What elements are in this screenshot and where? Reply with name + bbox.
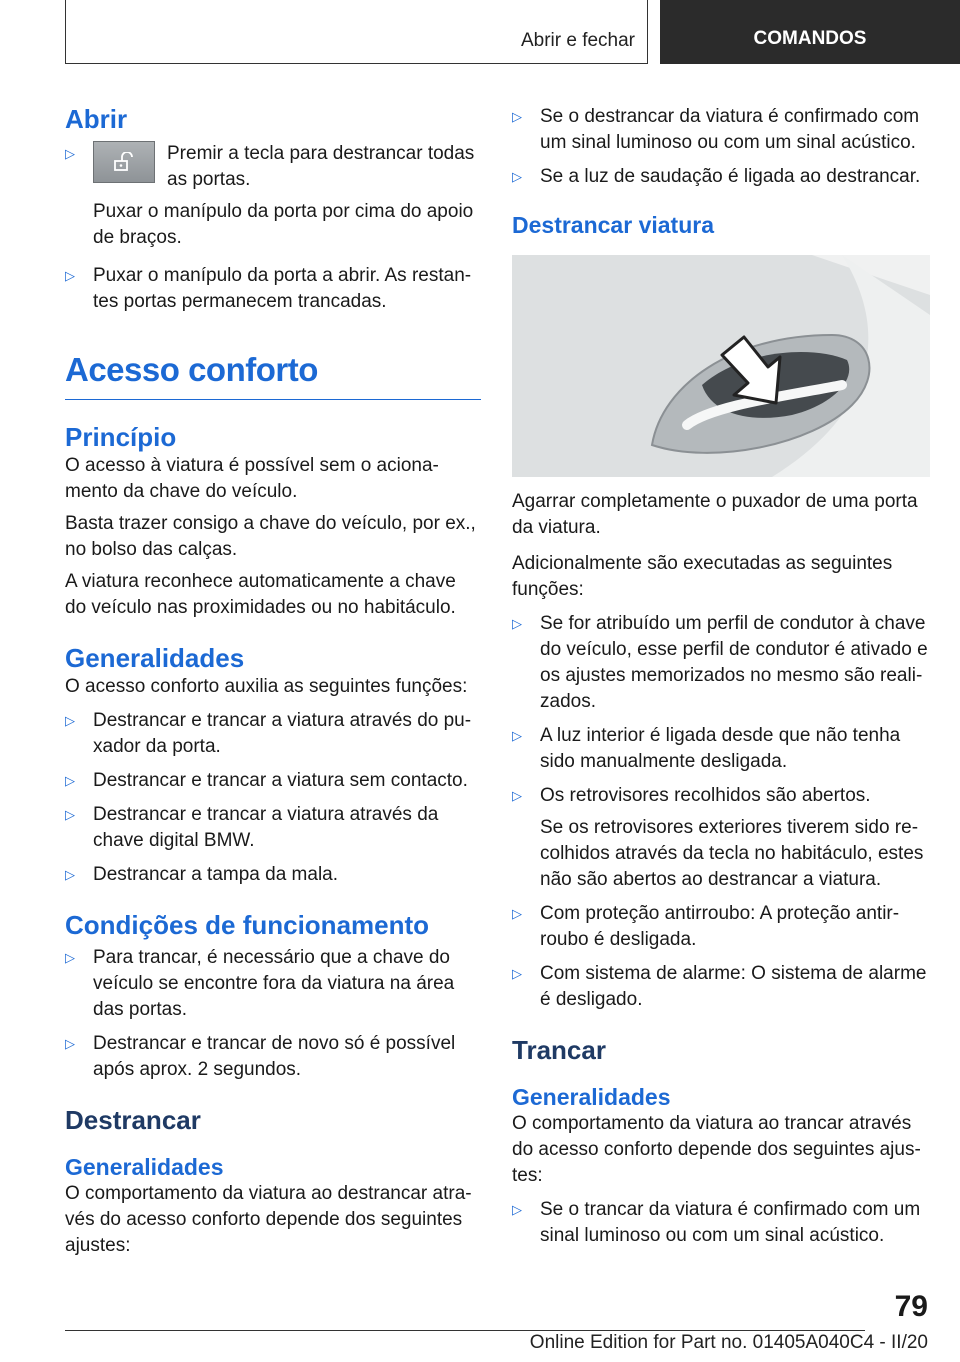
page-number: 79 — [894, 1290, 928, 1323]
list-item-text: Se for atribuído um perfil de condutor à chave do veículo, esse perfil de condutor é ativado e os ajustes memorizados no mesmo são realizados. — [540, 613, 928, 712]
list-item — [512, 961, 930, 1013]
paragraph: O comportamento da viatura ao trancar através do acesso conforto depende dos seguintes ajustes: — [512, 1113, 921, 1186]
bullet-triangle-icon: ▷ — [512, 728, 522, 743]
list-item — [512, 104, 930, 156]
list-item-text: Se a luz de saudação é ligada ao destrancar. — [540, 166, 921, 187]
paragraph: Basta trazer consigo a chave do veículo, por ex., no bolso das calças. — [65, 513, 476, 560]
bullet-triangle-icon: ▷ — [65, 146, 75, 161]
paragraph: O acesso conforto auxilia as seguintes funções: — [65, 676, 468, 697]
list-item-text: Com sistema de alarme: O sistema de alarme é desligado. — [540, 963, 927, 1010]
list-item — [512, 1197, 930, 1249]
paragraph: Adicionalmente são executadas as seguintes funções: — [512, 553, 893, 600]
bullet-triangle-icon: ▷ — [512, 966, 522, 981]
condicoes-list — [65, 945, 481, 1083]
footer-divider — [65, 1330, 865, 1331]
door-handle-illustration — [512, 255, 930, 477]
list-item-text: Destrancar e trancar a viatura através da chave digital BMW. — [93, 804, 439, 851]
list-item — [65, 862, 481, 888]
list-item — [512, 723, 930, 775]
list-item — [65, 141, 481, 251]
abrir-subtext: Puxar o manípulo da porta por cima do apoio de braços. — [93, 201, 474, 248]
abrir-list — [65, 141, 481, 315]
heading-destrancar: Destrancar — [65, 1105, 201, 1135]
list-item-text: Destrancar e trancar a viatura sem contacto. — [93, 770, 468, 791]
heading-acesso-conforto: Acesso conforto — [65, 351, 481, 400]
bullet-triangle-icon: ▷ — [512, 788, 522, 803]
heading-destrancar-generalidades: Generalidades — [65, 1154, 224, 1180]
bullet-triangle-icon: ▷ — [65, 807, 75, 822]
list-item — [65, 945, 481, 1023]
functions-list — [512, 611, 930, 1013]
unlock-key-button-icon — [93, 141, 155, 183]
left-column — [65, 96, 481, 1259]
heading-condicoes: Condições de funcionamento — [65, 910, 430, 940]
header-section-title: Abrir e fechar — [520, 30, 635, 51]
header-chapter-tab: COMANDOS — [660, 0, 960, 64]
bullet-triangle-icon: ▷ — [512, 616, 522, 631]
list-item-text: Destrancar e trancar a viatura através do puxador da porta. — [93, 710, 472, 757]
heading-destrancar-viatura: Destrancar viatura — [512, 212, 714, 238]
list-item — [512, 164, 930, 190]
list-item — [512, 611, 930, 715]
list-item-text: Para trancar, é necessário que a chave do veículo se encontre fora da viatura na área das portas. — [93, 947, 455, 1020]
header-frame — [65, 0, 648, 64]
list-item — [65, 1031, 481, 1083]
heading-generalidades: Generalidades — [65, 643, 245, 673]
list-item-text: Se o trancar da viatura é confirmado com um sinal luminoso ou com um sinal acústico. — [540, 1199, 921, 1246]
paragraph: O comportamento da viatura ao destrancar através do acesso conforto depende dos seguintes ajustes: — [65, 1183, 472, 1256]
paragraph: A viatura reconhece automaticamente a chave do veículo nas proximidades ou no habitáculo. — [65, 571, 456, 618]
list-item-text: A luz interior é ligada desde que não tenha sido manualmente desligada. — [540, 725, 901, 772]
generalidades-list — [65, 708, 481, 888]
list-item-text: Premir a tecla para destrancar todas as portas. — [167, 143, 475, 190]
list-item-text: Se o destrancar da viatura é confirmado com um sinal luminoso ou com um sinal acústico. — [540, 106, 920, 153]
list-item-text: Com proteção antirroubo: A proteção antirroubo é desligada. — [540, 903, 900, 950]
list-item-text: Os retrovisores recolhidos são abertos. — [540, 785, 871, 806]
bullet-triangle-icon: ▷ — [512, 169, 522, 184]
heading-abrir: Abrir — [65, 104, 128, 134]
edition-text: Online Edition for Part no. 01405A040C4 - II/20 — [529, 1332, 928, 1353]
paragraph: Agarrar completamente o puxador de uma porta da viatura. — [512, 491, 918, 538]
list-item-text: Destrancar a tampa da mala. — [93, 864, 339, 885]
bullet-triangle-icon: ▷ — [512, 906, 522, 921]
bullet-triangle-icon: ▷ — [65, 867, 75, 882]
heading-trancar-generalidades: Generalidades — [512, 1084, 671, 1110]
bullet-triangle-icon: ▷ — [65, 773, 75, 788]
list-item — [65, 263, 481, 315]
bullet-triangle-icon: ▷ — [65, 1036, 75, 1051]
list-item — [65, 768, 481, 794]
list-item — [65, 708, 481, 760]
retrovisores-subtext: Se os retrovisores exteriores tiverem sido recolhidos através da tecla no habitáculo, estes não são abertos ao destrancar a viatura. — [540, 817, 924, 890]
bullet-triangle-icon: ▷ — [65, 268, 75, 283]
list-item — [65, 802, 481, 854]
heading-trancar: Trancar — [512, 1035, 606, 1065]
bullet-triangle-icon: ▷ — [512, 1202, 522, 1217]
list-item-text: Puxar o manípulo da porta a abrir. As restantes portas permanecem trancadas. — [93, 265, 472, 312]
list-item — [512, 901, 930, 953]
right-column — [512, 96, 930, 1249]
list-item — [512, 783, 930, 893]
heading-principio: Princípio — [65, 422, 177, 452]
paragraph: O acesso à viatura é possível sem o acionamento da chave do veículo. — [65, 455, 439, 502]
list-item-text: Destrancar e trancar de novo só é possível após aprox. 2 segundos. — [93, 1033, 456, 1080]
bullet-triangle-icon: ▷ — [65, 950, 75, 965]
trancar-list — [512, 1197, 930, 1249]
bullet-triangle-icon: ▷ — [512, 109, 522, 124]
destrancar-settings-list — [512, 104, 930, 190]
bullet-triangle-icon: ▷ — [65, 713, 75, 728]
